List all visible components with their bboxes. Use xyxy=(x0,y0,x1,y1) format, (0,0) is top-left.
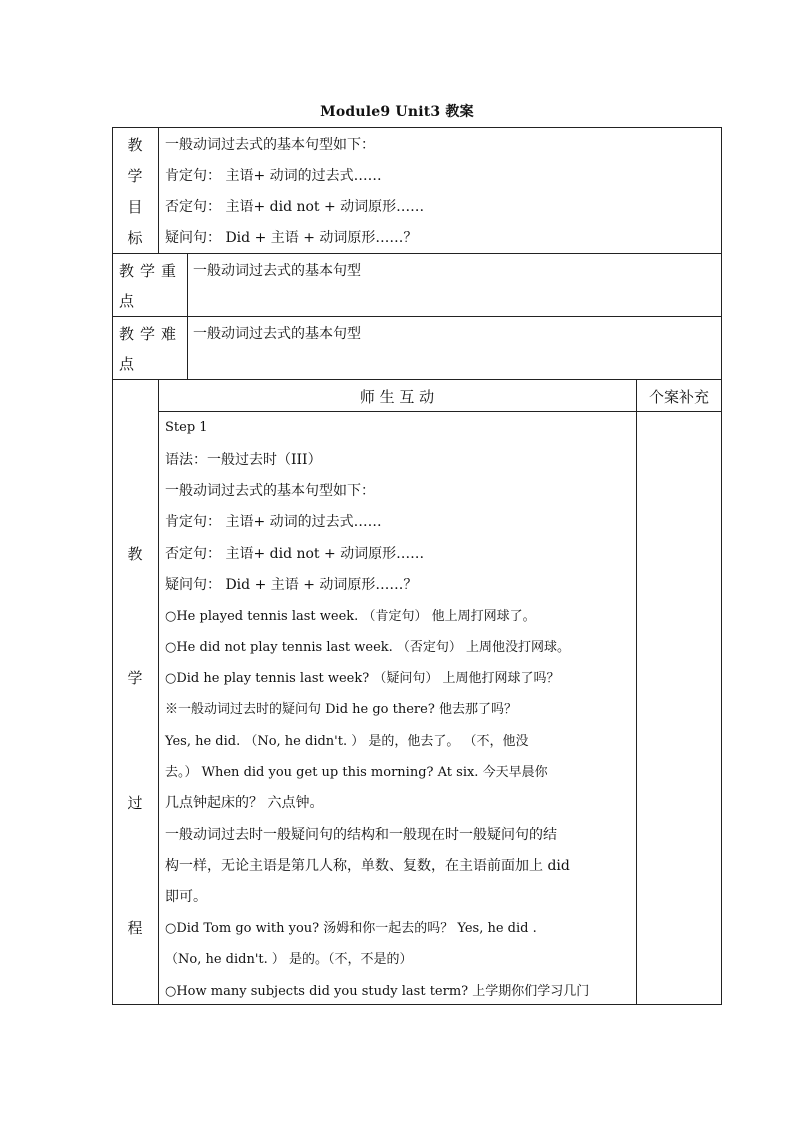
process-line: ※一般动词过去时的疑问句 Did he go there? 他去那了吗？ xyxy=(165,702,517,717)
process-line: ○Did Tom go with you? 汤姆和你一起去的吗？ Yes, he did . xyxy=(165,921,537,936)
row-divider-3 xyxy=(112,379,722,380)
process-line: 几点钟起床的？ 六点钟。 xyxy=(165,795,324,811)
process-header-divider xyxy=(158,411,722,412)
supplement-column-divider xyxy=(636,379,637,1005)
process-label-divider xyxy=(158,379,159,1005)
objectives-label-char: 学 xyxy=(127,167,143,185)
process-line: 疑问句： Did + 主语 + 动词原形……？ xyxy=(165,577,418,593)
process-line: （No, he didn't. ） 是的。（不，不是的） xyxy=(165,952,413,967)
process-line: 即可。 xyxy=(165,889,207,905)
lesson-plan-table xyxy=(112,127,722,1005)
table-border-left xyxy=(112,127,113,1005)
process-label-char: 学 xyxy=(127,669,143,687)
row-divider-1 xyxy=(112,253,722,254)
difficulty-label-line1: 教学难 xyxy=(119,325,183,343)
objectives-line: 肯定句： 主语+ 动词的过去式…… xyxy=(165,168,382,184)
process-line: ○He played tennis last week. （肯定句） 他上周打网球了。 xyxy=(165,609,536,624)
process-line: 去。） When did you get up this morning? At six. 今天早晨你 xyxy=(165,765,548,780)
key-point-text: 一般动词过去式的基本句型 xyxy=(193,263,361,279)
process-line: ○He did not play tennis last week. （否定句） 上周他没打网球。 xyxy=(165,640,571,655)
process-line: Yes, he did. （No, he didn't. ） 是的，他去了。 （不，他没 xyxy=(165,734,529,749)
process-label-char: 过 xyxy=(127,794,143,812)
keypoint-label-divider xyxy=(187,253,188,379)
document-title: Module9 Unit3 教案 xyxy=(320,104,474,120)
objectives-line: 一般动词过去式的基本句型如下： xyxy=(165,137,375,153)
process-line: 语法：一般过去时（III） xyxy=(165,452,322,468)
table-border-top xyxy=(112,127,722,128)
process-line: 构一样，无论主语是第几人称，单数、复数，在主语前面加上 did xyxy=(165,858,570,874)
process-line: ○Did he play tennis last week? （疑问句） 上周他打网球了吗？ xyxy=(165,671,560,686)
objectives-label-divider xyxy=(158,127,159,253)
table-border-bottom xyxy=(112,1004,722,1005)
process-line: 肯定句： 主语+ 动词的过去式…… xyxy=(165,514,382,530)
objectives-label-char: 标 xyxy=(127,229,143,247)
difficulty-label-line2: 点 xyxy=(119,355,135,373)
process-line: 一般动词过去式的基本句型如下： xyxy=(165,483,375,499)
table-border-right xyxy=(721,127,722,1005)
process-line: 一般动词过去时一般疑问句的结构和一般现在时一般疑问句的结 xyxy=(165,827,557,843)
process-line: ○How many subjects did you study last term? 上学期你们学习几门 xyxy=(165,984,590,999)
process-line: Step 1 xyxy=(165,420,208,435)
key-point-label-line1: 教学重 xyxy=(119,262,183,280)
key-point-label-line2: 点 xyxy=(119,292,135,310)
difficulty-text: 一般动词过去式的基本句型 xyxy=(193,326,361,342)
objectives-line: 否定句： 主语+ did not + 动词原形…… xyxy=(165,199,425,215)
objectives-label-char: 教 xyxy=(127,136,143,154)
process-label-char: 程 xyxy=(127,919,143,937)
supplement-header: 个案补充 xyxy=(648,388,709,406)
interaction-header: 师 生 互 动 xyxy=(359,388,435,406)
objectives-label-char: 目 xyxy=(127,198,143,216)
row-divider-2 xyxy=(112,316,722,317)
objectives-line: 疑问句： Did + 主语 + 动词原形……？ xyxy=(165,230,418,246)
process-label-char: 教 xyxy=(127,545,143,563)
process-line: 否定句： 主语+ did not + 动词原形…… xyxy=(165,546,425,562)
